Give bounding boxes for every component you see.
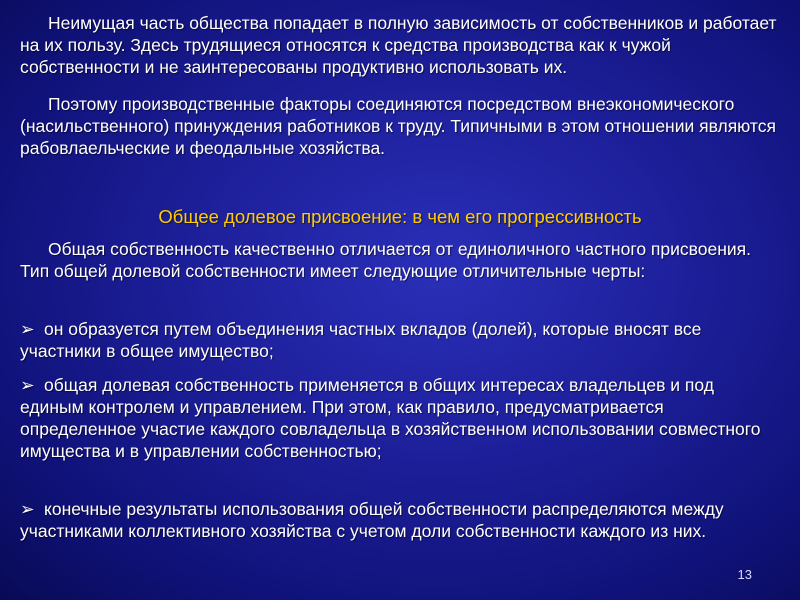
arrow-bullet-icon: ➢: [20, 319, 35, 339]
bullet-item-3: [20, 498, 780, 542]
bullet-text: он образуется путем объединения частных вкладов (долей), которые вносят все участники в общее имущество;: [20, 319, 702, 361]
arrow-bullet-icon: ➢: [20, 499, 35, 519]
page-number: 13: [737, 567, 752, 582]
paragraph-2: Поэтому производственные факторы соединяются посредством внеэкономического (насильственного) принуждения работников к труду. Типичными в этом отношении являются рабовлаельческие и феодальные хозяйства.: [20, 94, 776, 158]
bullet-text: общая долевая собственность применяется в общих интересах владельцев и под единым контролем и управлением. При этом, как правило, предусматривается определенное участие каждого совладельца в хозяйственном использовании совместного имущества и в управлении собственностью;: [20, 375, 761, 461]
paragraph-3: Общая собственность качественно отличается от единоличного частного присвоения. Тип общей долевой собственности имеет следующие отличительные черты:: [20, 239, 751, 281]
bullet-item-2: [20, 374, 780, 462]
bullet-item-1: [20, 318, 780, 362]
paragraph-1: Неимущая часть общества попадает в полную зависимость от собственников и работает на их пользу. Здесь трудящиеся относятся к средства производства как к чужой собственности и не заинтересованы продуктивно использовать их.: [20, 13, 777, 77]
arrow-bullet-icon: ➢: [20, 375, 35, 395]
section-heading: Общее долевое присвоение: в чем его прогрессивность: [158, 206, 642, 227]
bullet-text: конечные результаты использования общей собственности распределяются между участниками коллективного хозяйства с учетом доли собственности каждого из них.: [20, 499, 724, 541]
